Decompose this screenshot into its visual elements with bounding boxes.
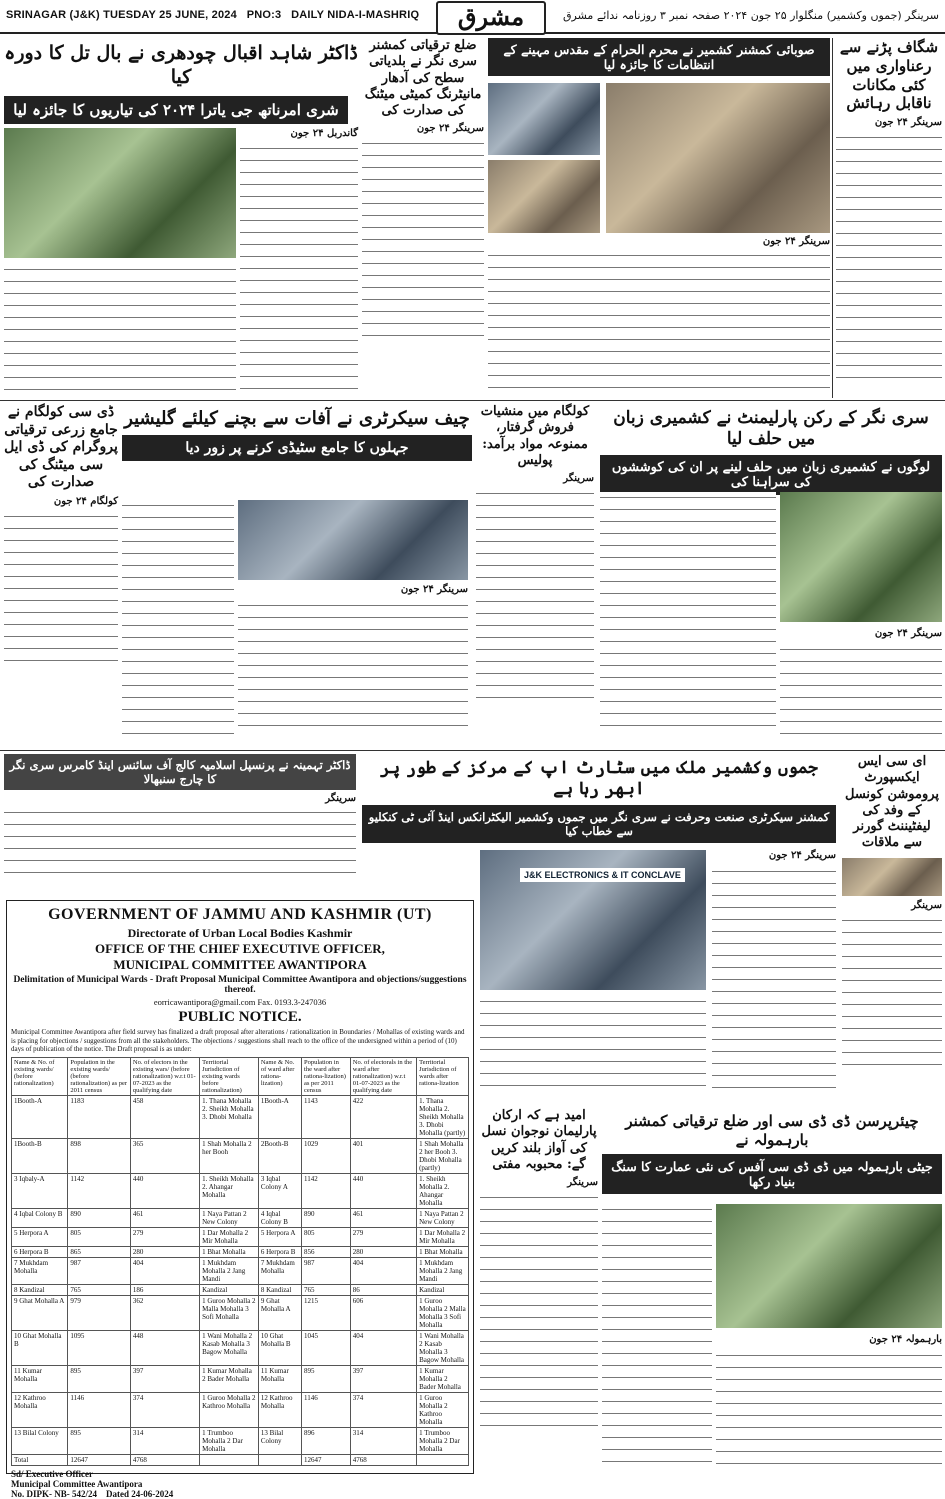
ward-table-cell: 1 Bhat Mohalla — [417, 1246, 469, 1257]
ward-table-cell: 397 — [350, 1365, 416, 1392]
story-headline: کولگام میں منشیات فروش گرفتار، ممنوعہ مواد برآمد: پولیس — [480, 404, 590, 468]
notice-contact: eorricawantipora@gmail.com Fax. 0193.3-247036 — [153, 997, 327, 1007]
ward-table-cell: 1 Shah Mohalla 2 her Booh — [200, 1138, 259, 1173]
ward-table-cell: 765 — [68, 1284, 131, 1295]
ward-table-cell: 1095 — [68, 1330, 131, 1365]
column-divider — [832, 38, 833, 398]
ward-table-cell: 1 Mukhdam Mohalla 2 Jang Mandi — [417, 1257, 469, 1284]
story-principal-charge — [4, 754, 356, 894]
story-aadhaar-meeting — [362, 38, 484, 398]
ward-table-cell: 1 Bhat Mohalla — [200, 1246, 259, 1257]
story-headline-bar: جہلوں کا جامع سٹیڈی کرنے پر زور دیا — [122, 435, 472, 461]
story-epc-delegation — [842, 754, 942, 1104]
ward-table-cell: 8 Kandizal — [258, 1284, 301, 1295]
ward-table-cell: 401 — [350, 1138, 416, 1173]
ward-table-header-cell: Name & No. of ward after rationa-lization) — [258, 1057, 301, 1095]
row-divider — [0, 750, 945, 751]
ward-table-cell: 11 Kumar Mohalla — [258, 1365, 301, 1392]
ward-table-cell: 314 — [130, 1427, 199, 1454]
ward-table-header-cell: No. of electorals in the ward after rationalization) w.r.t 01-07-2023 as the qualifying date — [350, 1057, 416, 1095]
story-headline: ضلع ترقیاتی کمشنر سری نگر نے بلدیاتی سطح کی آدھار مانیٹرنگ کمیٹی میٹنگ کی صدارت کی — [364, 38, 482, 118]
story-body-text — [480, 996, 706, 1096]
ward-table-row — [12, 1365, 469, 1392]
photo-oath — [780, 492, 942, 622]
ward-table-cell: 1 Mukhdam Mohalla 2 Jang Mandi — [200, 1257, 259, 1284]
ward-table-row — [12, 1284, 469, 1295]
story-body-text — [488, 250, 830, 390]
notice-office: OFFICE OF THE CHIEF EXECUTIVE OFFICER, — [95, 941, 385, 956]
story-body-text — [480, 1192, 598, 1432]
ward-table-cell: 805 — [68, 1227, 131, 1246]
ward-table-cell: Kandizal — [417, 1284, 469, 1295]
ward-table-cell — [417, 1454, 469, 1465]
ward-table-cell: 2Booth-B — [258, 1138, 301, 1173]
ward-table-cell: 10 Ghat Mohalla B — [258, 1330, 301, 1365]
story-dateline: کولگام ۲۴ جون — [53, 495, 118, 507]
ward-table-cell: 1 Guroo Mohalla 2 Kathroo Mohalla — [417, 1392, 469, 1427]
ward-table-cell: 1 Wani Mohalla 2 Kasab Mohalla 3 Bagow Mohalla — [200, 1330, 259, 1365]
ward-table-row — [12, 1173, 469, 1208]
story-body-text — [4, 264, 236, 391]
ward-table-header — [12, 1057, 469, 1095]
masthead — [0, 0, 945, 34]
ward-table-row — [12, 1138, 469, 1173]
story-headline-bar: شری امرناتھ جی یاترا ۲۰۲۴ کی تیاریوں کا جائزہ لیا — [4, 96, 348, 124]
notice-subject: Delimitation of Municipal Wards - Draft Proposal Municipal Committee Awantipora and objections/suggestions thereof. — [13, 975, 467, 995]
photo-meeting — [606, 83, 830, 233]
story-headline: جموں وکشمیر ملک میں سٹارٹ اپ کے مرکز کے طور پر ابھر رہا ہے — [380, 758, 818, 800]
story-body-text — [716, 1350, 942, 1466]
ward-table-row — [12, 1392, 469, 1427]
notice-dated: Dated 24-06-2024 — [106, 1488, 174, 1499]
notice-dipk: No. DIPK- NB- 542/24 — [11, 1488, 97, 1499]
story-headline-bar: جیٹی بارہمولہ میں ڈی ڈی سی آفس کی نئی عمارت کا سنگ بنیاد رکھا — [602, 1154, 942, 1194]
story-dateline: سرینگر ۲۴ جون — [416, 123, 484, 135]
ward-table-cell — [258, 1454, 301, 1465]
ward-table-cell: 8 Kandizal — [12, 1284, 68, 1295]
ward-table-cell: 1 Trumboo Mohalla 2 Dar Mohalla — [417, 1427, 469, 1454]
story-headline-bar: کمشنر سیکرٹری صنعت وحرفت نے سری نگر میں جموں وکشمیر الیکٹرانکس اینڈ آئی ٹی کنکلیو سے خطاب کیا — [362, 805, 836, 843]
ward-table — [11, 1057, 469, 1466]
ward-table-cell: 186 — [130, 1284, 199, 1295]
story-body-text — [476, 488, 594, 708]
ward-table-cell: 374 — [130, 1392, 199, 1427]
ward-table-cell: 12 Kathroo Mohalla — [12, 1392, 68, 1427]
photo-conclave — [480, 850, 706, 990]
ward-table-cell: 895 — [302, 1365, 351, 1392]
ward-table-cell: 1 Wani Mohalla 2 Kasab Mohalla 3 Bagow Mohalla — [417, 1330, 469, 1365]
ward-table-header-cell: No. of electors in the existing wars/ (before rationalization) w.r.t 01-07-2023 as the qualifying date — [130, 1057, 199, 1095]
ward-table-cell: 1146 — [68, 1392, 131, 1427]
ward-table-cell: 865 — [68, 1246, 131, 1257]
story-headline-bar: لوگوں نے کشمیری زبان میں حلف لینے پر ان کی کوششوں کی سراہنا کی — [600, 455, 942, 495]
ward-table-cell — [200, 1454, 259, 1465]
story-dateline: سرینگر — [563, 473, 594, 484]
story-headline: چیف سیکرٹری نے آفات سے بچنے کیلئے گلیشیر — [124, 408, 470, 429]
photo-baltal — [4, 128, 236, 258]
story-dateline: سرینگر ۲۴ جون — [874, 117, 942, 128]
ward-table-cell: 1. Thana Mohalla 2. Sheikh Mohalla 3. Dhobi Mohalla — [200, 1095, 259, 1138]
ward-table-cell: 1. Thana Mohalla 2. Sheikh Mohalla 3. Dhobi Mohalla (partly) — [417, 1095, 469, 1138]
ward-table-header-cell: Territorial Jurisdiction of existing wards before rationalization) — [200, 1057, 259, 1095]
masthead-dateline: SRINAGAR (J&K) TUESDAY 25 JUNE, 2024 PNO:3 DAILY NIDA-I-MASHRIQ — [6, 9, 420, 21]
ward-table-cell: 1183 — [68, 1095, 131, 1138]
ward-table-cell: 1 Dar Mohalla 2 Mir Mohalla — [200, 1227, 259, 1246]
ward-table-cell: 1 Naya Pattan 2 New Colony — [417, 1208, 469, 1227]
story-rainawari — [836, 38, 942, 398]
ward-table-row — [12, 1208, 469, 1227]
story-body-text — [842, 915, 942, 1065]
story-muharram — [488, 38, 830, 398]
conclave-banner: J&K ELECTRONICS & IT CONCLAVE — [520, 868, 685, 882]
story-dateline: سرینگر — [911, 899, 942, 911]
ward-table-row — [12, 1295, 469, 1330]
notice-gov: GOVERNMENT OF JAMMU AND KASHMIR (UT) — [48, 906, 432, 923]
ward-table-cell: 13 Bilal Colony — [258, 1427, 301, 1454]
ward-table-cell: Total — [12, 1454, 68, 1465]
story-headline: چیئرپرسن ڈی ڈی سی اور ضلع ترقیاتی کمشنر بارہمولہ نے — [625, 1112, 919, 1149]
ward-table-cell: 404 — [350, 1257, 416, 1284]
ward-table-cell: 1. Sheikh Mohalla 2. Ahangar Mohalla — [417, 1173, 469, 1208]
ward-table-cell: 1 Dar Mohalla 2 Mir Mohalla — [417, 1227, 469, 1246]
story-body-text — [712, 866, 836, 1096]
story-body-text — [602, 1204, 712, 1466]
ward-table-cell: 890 — [68, 1208, 131, 1227]
story-headline: ای سی ایس ایکسپورٹ پروموشن کونسل کے وفد کی لیفٹیننٹ گورنر سے ملاقات — [844, 754, 940, 851]
ward-table-cell: 3 Iqbal Colony A — [258, 1173, 301, 1208]
ward-table-cell: 1Booth-A — [12, 1095, 68, 1138]
ward-table-header-cell: Territorial Jurisdiction of wards after rationa-lization — [417, 1057, 469, 1095]
story-kulgam-dlc — [4, 404, 118, 744]
ward-table-cell: 1 Guroo Mohalla 2 Malla Mohalla 3 Sofi Mohalla — [417, 1295, 469, 1330]
story-headline: امید ہے کہ ارکان پارلیمان نوجوان نسل کی آواز بلند کریں گے: محبوبہ مفتی — [481, 1108, 597, 1172]
ward-table-cell: 606 — [350, 1295, 416, 1330]
ward-table-cell: 362 — [130, 1295, 199, 1330]
story-dateline: سرینگر — [325, 793, 356, 804]
ward-table-header-cell: Population in the ward after rationa-lization) as per 2011 census — [302, 1057, 351, 1095]
story-dateline: بارہمولہ ۲۴ جون — [869, 1334, 942, 1345]
ward-table-cell: 280 — [350, 1246, 416, 1257]
ward-table-header-cell: Population in the existing wards/ (before rationalization) as per 2011 census — [68, 1057, 131, 1095]
ward-table-cell: 5 Herpora A — [12, 1227, 68, 1246]
story-dateline: گاندربل ۲۴ جون — [290, 128, 358, 139]
ward-table-cell: 404 — [130, 1257, 199, 1284]
ward-table-cell: 765 — [302, 1284, 351, 1295]
ward-table-cell: 314 — [350, 1427, 416, 1454]
story-mehbooba — [480, 1108, 598, 1474]
ward-table-cell: 1215 — [302, 1295, 351, 1330]
ward-table-cell: 895 — [68, 1365, 131, 1392]
story-body-text — [836, 132, 942, 387]
notice-directorate: Directorate of Urban Local Bodies Kashmir — [127, 926, 353, 940]
ward-table-cell: 1 Shah Mohalla 2 her Booh 3. Dhobi Mohalla (partly) — [417, 1138, 469, 1173]
ward-table-cell: 1 Naya Pattan 2 New Colony — [200, 1208, 259, 1227]
story-body-text — [4, 807, 356, 879]
ward-table-cell: 461 — [350, 1208, 416, 1227]
notice-signature: Sd/ Executive Officer — [11, 1468, 93, 1479]
ward-table-cell: 440 — [130, 1173, 199, 1208]
ward-table-cell: 86 — [350, 1284, 416, 1295]
ward-table-cell: 896 — [302, 1427, 351, 1454]
story-headline: ڈاکٹر شاہد اقبال چودھری نے بال تل کا دورہ کیا — [4, 42, 358, 88]
ward-table-cell: 6 Herpora B — [258, 1246, 301, 1257]
ward-table-cell: 4768 — [130, 1454, 199, 1465]
notice-title: PUBLIC NOTICE. — [178, 1009, 302, 1025]
ward-table-cell: 4768 — [350, 1454, 416, 1465]
ward-table-cell: 9 Ghat Mohalla A — [12, 1295, 68, 1330]
ward-table-cell: 12647 — [68, 1454, 131, 1465]
photo-meeting-small-1 — [488, 83, 600, 155]
ward-table-cell: 1146 — [302, 1392, 351, 1427]
story-headline: سری نگر کے رکن پارلیمنٹ نے کشمیری زبان میں حلف لیا — [613, 408, 929, 450]
ward-table-cell: 3 Iqbaly-A — [12, 1173, 68, 1208]
story-kulgam-drugs — [476, 404, 594, 744]
ward-table-cell: 6 Herpora B — [12, 1246, 68, 1257]
story-headline: ڈی سی کولگام نے جامع زرعی ترقیاتی پروگرام کی ڈی ایل سی میٹنگ کی صدارت کی — [4, 404, 118, 490]
photo-meeting-small-2 — [488, 160, 600, 233]
ward-table-cell: 895 — [68, 1427, 131, 1454]
ward-table-cell: 7 Mukhdam Mohalla — [12, 1257, 68, 1284]
ward-table-cell: 1 Guroo Mohalla 2 Kathroo Mohalla — [200, 1392, 259, 1427]
ward-table-cell: 440 — [350, 1173, 416, 1208]
notice-signature-committee: Municipal Committee Awantipora — [11, 1478, 143, 1489]
story-body-text — [122, 500, 234, 736]
ward-table-cell: 1. Sheikh Mohalla 2. Ahangar Mohalla — [200, 1173, 259, 1208]
ward-table-cell: 12 Kathroo Mohalla — [258, 1392, 301, 1427]
photo-foundation — [716, 1204, 942, 1328]
ward-table-cell: 856 — [302, 1246, 351, 1257]
ward-table-row — [12, 1227, 469, 1246]
ward-table-cell: 422 — [350, 1095, 416, 1138]
photo-cs-meeting — [238, 500, 468, 580]
notice-body: Municipal Committee Awantipora after field survey has finalized a draft proposal after alterations / rationalization in Boundaries / Mohallas of existing wards and is placing for objections / suggestions from all the stakeholders. The objections / suggestions shall reach to the office of the undersigned within a period of (10) days of publication of the notice. The Draft proposal is as under: — [11, 1028, 465, 1053]
ward-table-cell: 365 — [130, 1138, 199, 1173]
ward-table-cell: 1 Kumar Mohalla 2 Bader Mohalla — [417, 1365, 469, 1392]
ward-table-cell: 280 — [130, 1246, 199, 1257]
ward-table-cell: 1 Guroo Mohalla 2 Malla Mohalla 3 Sofi Mohalla — [200, 1295, 259, 1330]
public-notice — [6, 900, 474, 1499]
ward-table-cell: Kandizal — [200, 1284, 259, 1295]
story-ddc-foundation — [602, 1108, 942, 1474]
story-body-text — [240, 143, 358, 391]
ward-table-cell: 1Booth-B — [12, 1138, 68, 1173]
story-dateline: سرینگر ۲۴ جون — [762, 236, 830, 247]
masthead-urdu-dateline: سرینگر (جموں وکشمیر) منگلوار ۲۵ جون ۲۰۲۴ صفحہ نمبر ۳ روزنامہ ندائے مشرق — [563, 9, 939, 22]
masthead-logo: مشرق — [436, 1, 546, 35]
ward-table-cell: 1029 — [302, 1138, 351, 1173]
ward-table-cell: 1Booth-A — [258, 1095, 301, 1138]
ward-table-row — [12, 1427, 469, 1454]
notice-committee: MUNICIPAL COMMITTEE AWANTIPORA — [113, 957, 367, 972]
ward-table-cell: 11 Kumar Mohalla — [12, 1365, 68, 1392]
ward-table-row — [12, 1095, 469, 1138]
story-headline: شگاف پڑنے سے رعناواری میں کئی مکانات ناقابل رہائش — [839, 38, 939, 113]
ward-table-cell: 5 Herpora A — [258, 1227, 301, 1246]
story-dateline: سرینگر — [567, 1177, 598, 1188]
ward-table-cell: 1 Trumboo Mohalla 2 Dar Mohalla — [200, 1427, 259, 1454]
story-body-text — [362, 138, 484, 338]
story-headline-bar: صوبائی کمشنر کشمیر نے محرم الحرام کے مقدس مہینے کے انتظامات کا جائزہ لیا — [488, 38, 830, 76]
ward-table-row — [12, 1246, 469, 1257]
ward-table-cell: 12647 — [302, 1454, 351, 1465]
ward-table-cell: 979 — [68, 1295, 131, 1330]
ward-table-row — [12, 1454, 469, 1465]
ward-table-row — [12, 1257, 469, 1284]
ward-table-header-cell: Name & No. of existing wards/ (before rationalization) — [12, 1057, 68, 1095]
ward-table-cell: 4 Iqbal Colony B — [258, 1208, 301, 1227]
ward-table-cell: 1143 — [302, 1095, 351, 1138]
ward-table-cell: 404 — [350, 1330, 416, 1365]
ward-table-cell: 279 — [350, 1227, 416, 1246]
ward-table-cell: 1045 — [302, 1330, 351, 1365]
story-dateline: سرینگر ۲۴ جون — [400, 584, 468, 595]
ward-table-cell: 890 — [302, 1208, 351, 1227]
story-body-text — [600, 492, 776, 736]
ward-table-cell: 7 Mukhdam Mohalla — [258, 1257, 301, 1284]
ward-table-cell: 461 — [130, 1208, 199, 1227]
story-dateline: سرینگر ۲۴ جون — [768, 850, 836, 861]
story-body-text — [238, 600, 468, 736]
photo-delegation — [842, 858, 942, 896]
story-headline-bar: ڈاکٹر تہمینہ نے پرنسپل اسلامیہ کالج آف سائنس اینڈ کامرس سری نگر کا چارج سنبھالا — [4, 754, 356, 790]
ward-table-cell: 10 Ghat Mohalla B — [12, 1330, 68, 1365]
row-divider — [0, 400, 945, 401]
ward-table-cell: 4 Iqbal Colony B — [12, 1208, 68, 1227]
ward-table-cell: 898 — [68, 1138, 131, 1173]
story-glacier-study — [122, 404, 472, 744]
ward-table-cell: 9 Ghat Mohalla A — [258, 1295, 301, 1330]
story-dateline: سرینگر ۲۴ جون — [874, 628, 942, 639]
ward-table-cell: 448 — [130, 1330, 199, 1365]
story-body-text — [4, 511, 118, 671]
ward-table-cell: 458 — [130, 1095, 199, 1138]
ward-table-cell: 374 — [350, 1392, 416, 1427]
ward-table-cell: 987 — [302, 1257, 351, 1284]
ward-table-cell: 397 — [130, 1365, 199, 1392]
story-baltal-visit — [4, 38, 358, 398]
story-body-text — [780, 644, 942, 736]
ward-table-cell: 805 — [302, 1227, 351, 1246]
ward-table-cell: 13 Bilal Colony — [12, 1427, 68, 1454]
ward-table-cell: 1142 — [68, 1173, 131, 1208]
ward-table-cell: 1 Kumar Mohalla 2 Bader Mohalla — [200, 1365, 259, 1392]
ward-table-cell: 987 — [68, 1257, 131, 1284]
ward-table-row — [12, 1330, 469, 1365]
ward-table-cell: 1142 — [302, 1173, 351, 1208]
ward-table-cell: 279 — [130, 1227, 199, 1246]
story-mp-oath — [600, 404, 942, 744]
